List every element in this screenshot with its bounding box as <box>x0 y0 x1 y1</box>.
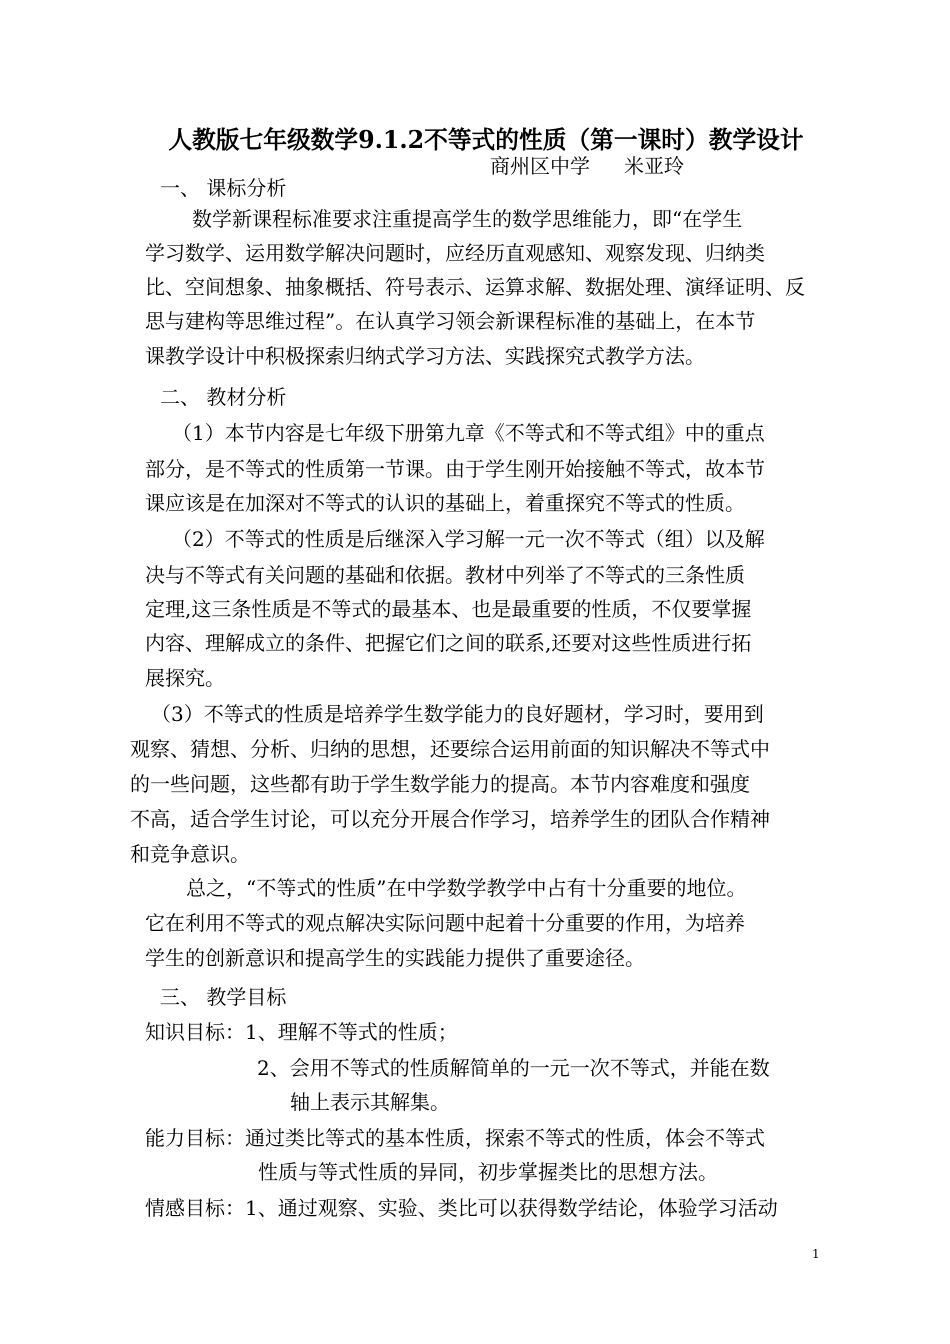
paragraph-line: （3）不等式的性质是培养学生数学能力的良好题材，学习时，要用到 <box>151 702 764 726</box>
paragraph-line: 总之，“不等式的性质”在中学数学教学中占有十分重要的地位。 <box>186 876 747 900</box>
paragraph-line: 不高，适合学生讨论，可以充分开展合作学习，培养学生的团队合作精神 <box>130 807 770 831</box>
author-name: 米亚玲 <box>624 154 684 178</box>
paragraph-line: 课应该是在加深对不等式的认识的基础上，着重探究不等式的性质。 <box>145 491 745 515</box>
paragraph-line: 部分，是不等式的性质第一节课。由于学生刚开始接触不等式，故本节 <box>145 457 765 481</box>
objective-emotion-line: 情感目标：1、通过观察、实验、类比可以获得数学结论，体验学习活动 <box>145 1196 778 1220</box>
objective-knowledge-line: 2、会用不等式的性质解简单的一元一次不等式，并能在数 <box>257 1056 770 1080</box>
objective-knowledge-line: 知识目标：1、理解不等式的性质； <box>145 1020 458 1044</box>
paragraph-line: 决与不等式有关问题的基础和依据。教材中列举了不等式的三条性质 <box>145 563 745 587</box>
paragraph-line: 它在利用不等式的观点解决实际问题中起着十分重要的作用，为培养 <box>145 911 745 935</box>
paragraph-line: 内容、理解成立的条件、把握它们之间的联系,还要对这些性质进行拓 <box>145 631 752 655</box>
paragraph-line: （1）本节内容是七年级下册第九章《不等式和不等式组》中的重点 <box>172 421 765 445</box>
paragraph-line: 和竞争意识。 <box>130 842 250 866</box>
paragraph-line: 思与建构等思维过程”。在认真学习领会新课程标准的基础上，在本节 <box>145 309 756 333</box>
section-heading-curriculum: 一、 课标分析 <box>160 176 287 200</box>
paragraph-line: （2）不等式的性质是后继深入学习解一元一次不等式（组）以及解 <box>172 527 765 551</box>
paragraph-line: 比、空间想象、抽象概括、符号表示、运算求解、数据处理、演绎证明、反 <box>145 275 805 299</box>
paragraph-line: 展探究。 <box>145 666 225 690</box>
paragraph-line: 数学新课程标准要求注重提高学生的数学思维能力，即“在学生 <box>192 207 743 231</box>
objective-knowledge-line: 轴上表示其解集。 <box>290 1090 450 1114</box>
paragraph-line: 观察、猜想、分析、归纳的思想，还要综合运用前面的知识解决不等式中 <box>130 737 770 761</box>
paragraph-line: 课教学设计中积极探索归纳式学习方法、实践探究式教学方法。 <box>145 344 705 368</box>
section-heading-objectives: 三、 教学目标 <box>160 985 287 1009</box>
paragraph-line: 的一些问题，这些都有助于学生数学能力的提高。本节内容难度和强度 <box>130 772 750 796</box>
author-school: 商州区中学 <box>490 154 590 178</box>
objective-ability-line: 性质与等式性质的异同，初步掌握类比的思想方法。 <box>258 1160 718 1184</box>
objective-ability-line: 能力目标：通过类比等式的基本性质，探索不等式的性质，体会不等式 <box>145 1126 765 1150</box>
section-heading-textbook: 二、 教材分析 <box>160 385 287 409</box>
author-line <box>490 150 684 179</box>
paragraph-line: 学习数学、运用数学解决问题时，应经历直观感知、观察发现、归纳类 <box>145 241 765 265</box>
document-title: 人教版七年级数学9.1.2不等式的性质（第一课时）教学设计 <box>168 125 804 154</box>
paragraph-line: 学生的创新意识和提高学生的实践能力提供了重要途径。 <box>145 946 645 970</box>
page-number: 1 <box>812 1247 820 1261</box>
paragraph-line: 定理,这三条性质是不等式的最基本、也是最重要的性质，不仅要掌握 <box>145 597 752 621</box>
